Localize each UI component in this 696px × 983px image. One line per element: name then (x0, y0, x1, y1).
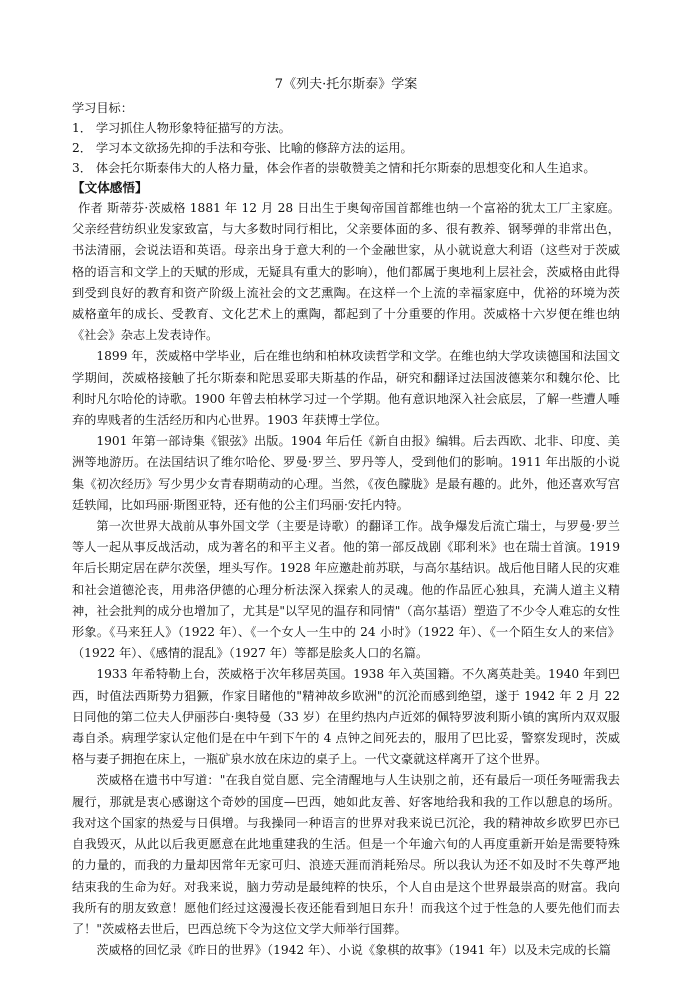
objectives-heading: 学习目标： (72, 101, 133, 115)
body-paragraph-testament: 茨威格在遗书中写道："在我自觉自愿、完全清醒地与人生诀别之前，还有最后一项任务哑需我去履行，那就是衷心感谢这个奇妙的国度—巴西，她如此友善、好客地给我和我的工作以憩息的场所。我对这个国家的热爱与日俱增。与我操同一种语言的世界对我来说已沉沦，我的精神故乡欧罗巴亦已自我毁灭，从此以后我更愿意在此地重建我的生活。但是一个年逾六旬的人再度重新开始是需要特殊的力量的，而我的力量却因常年无家可归、浪迹天涯而消耗殆尽。所以我认为还不如及时不失尊严地结束我的生命为好。对我来说，脑力劳动是最纯粹的快乐，个人自由是这个世界最崇高的财富。我向我所有的朋友致意！愿他们经过这漫漫长夜还能看到旭日东升！而我这个过于性急的人要先他们而去了！"茨威格去世后，巴西总统下令为这位文学大师举行国葬。 (72, 773, 620, 936)
body-paragraph-memoir: 茨威格的回忆录《昨日的世界》（1942 年）、小说《象棋的故事》（1941 年）以及未完成的长篇 (96, 943, 611, 958)
section-heading: 【文体感悟】 (72, 180, 148, 195)
author-paragraph: 作者 斯蒂芬·茨威格 1881 年 12 月 28 日出生于奥匈帝国首都维也纳一个富裕的犹太工厂主家庭。父亲经营纺织业发家致富，与大多数时同行相比，父亲要体面的多、很有教养、钢琴弹的非常出色，书法清丽，会说法语和英语。母亲出身于意大利的一个金融世家，从小就说意大利语（这些对于茨威格的语言和文学上的天赋的形成，无疑具有重大的影响），他们都属于奥地利上层社会，茨威格由此得到受到良好的教育和资产阶级上流社会的文艺熏陶。在这样一个上流的幸福家庭中，优裕的环境为茨威格童年的成长、受教育、文化艺术上的熏陶，都起到了十分重要的作用。茨威格十六岁便在维也纳《社会》杂志上发表诗作。 (72, 201, 620, 343)
body-paragraph-1901: 1901 年第一部诗集《银弦》出版。1904 年后任《新自由报》编辑。后去西欧、北非、印度、美洲等地游历。在法国结识了维尔哈伦、罗曼·罗兰、罗丹等人，受到他们的影响。1911 年出版的小说集《初次经历》写少男少女青春期萌动的心理。当然，《夜色朦胧》是最有趣的。此外，他还喜欢写宫廷轶闻，比如玛丽·斯图亚特，还有他的公主们玛丽·安托内特。 (72, 434, 620, 512)
objective-item-1: 1． 学习抓住人物形象特征描写的方法。 (72, 121, 291, 135)
body-paragraph-1899: 1899 年，茨威格中学毕业，后在维也纳和柏林攻读哲学和文学。在维也纳大学攻读德国和法国文学期间，茨威格接触了托尔斯泰和陀思妥耶夫斯基的作品，研究和翻译过法国波德莱尔和魏尔伦、比利时凡尔哈伦的诗歌。1900 年曾去柏林学习过一个学期。他有意识地深入社会底层，了解一些遭人唾弃的卑贱者的生活经历和内心世界。1903 年获博士学位。 (72, 349, 620, 428)
document-title: 7《列夫·托尔斯泰》学案 (274, 77, 418, 92)
objective-item-3: 3． 体会托尔斯泰伟大的人格力量，体会作者的崇敬赞美之情和托尔斯泰的思想变化和人生追求。 (72, 161, 596, 175)
body-paragraph-ww1: 第一次世界大战前从事外国文学（主要是诗歌）的翻译工作。战争爆发后流亡瑞士，与罗曼·罗兰等人一起从事反战活动，成为著名的和平主义者。他的第一部反战剧《耶利米》也在瑞士首演。1919 年后长期定居在萨尔茨堡，埋头写作。1928 年应邀赴前苏联，与高尔基结识。战后他目睹人民的灾难和社会道德沦丧，用弗洛伊德的心理分析法深入探索人的灵魂。他的作品匠心独具，充满人道主义精神，社会批判的成分也增加了，尤其是"以罕见的温存和同情"（高尔基语）塑造了不少令人难忘的女性形象。《马来狂人》（1922 年）、《一个女人一生中的 24 小时》（1922 年）、《一个陌生女人的来信》（1922 年）、《感情的混乱》（1927 年）等都是脍炙人口的名篇。 (72, 519, 620, 661)
document-page (72, 76, 620, 961)
body-paragraph-1933: 1933 年希特勒上台，茨威格于次年移居英国。1938 年入英国籍。不久离英赴美。1940 年到巴西，时值法西斯势力猖獗，作家目睹他的"精神故乡欧洲"的沉沦而感到绝望，遂于 1942 年 2 月 22 日同他的第二位夫人伊丽莎白·奥特曼（33 岁）在里约热内卢近郊的佩特罗波利斯小镇的寓所内双双服毒自杀。病理学家认定他们是在中午到下午的 4 点钟之间死去的，服用了巴比妥，警察发现时，茨威格与妻子拥抱在床上，一瓶矿泉水放在床边的桌子上。一代文豪就这样离开了这个世界。 (72, 667, 620, 767)
objective-item-2: 2． 学习本文欲扬先抑的手法和夸张、比喻的修辞方法的运用。 (72, 141, 413, 155)
